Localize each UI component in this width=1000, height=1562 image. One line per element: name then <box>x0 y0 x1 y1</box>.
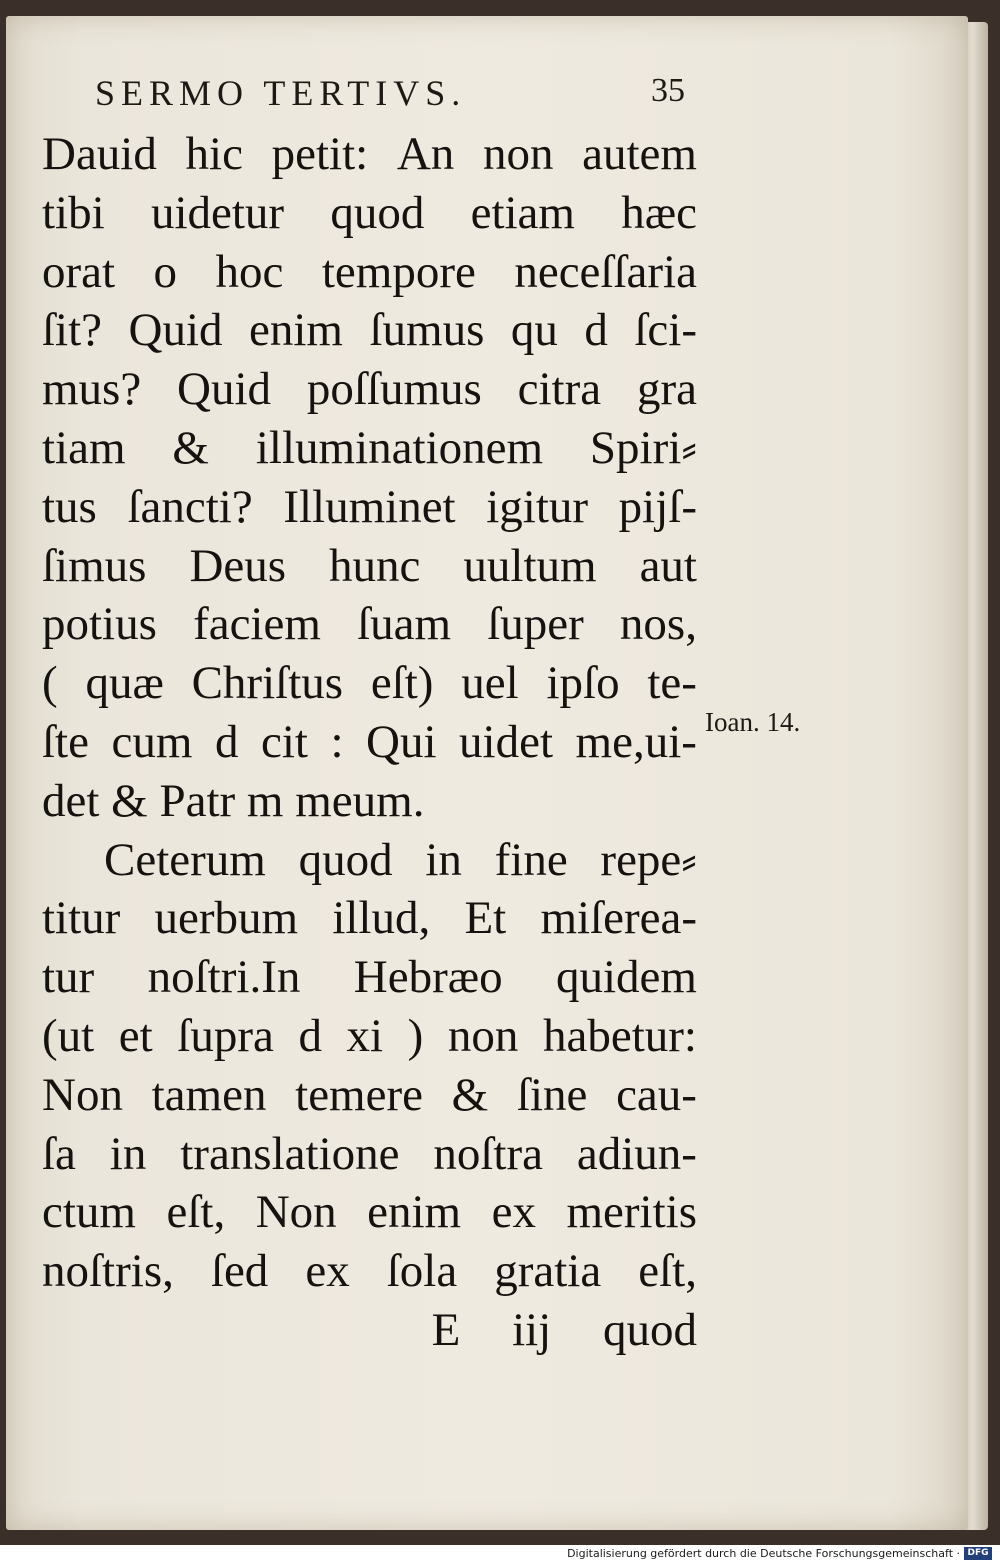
word: in <box>425 833 462 886</box>
catchword-line: E iij quod <box>431 1303 697 1356</box>
text-line <box>42 1007 697 1066</box>
word: faciem <box>193 598 321 651</box>
text-line: det & Patr m meum. <box>42 774 425 827</box>
word: tempore <box>321 245 476 298</box>
text-line <box>42 1125 697 1184</box>
word: ipſo <box>546 657 620 710</box>
word: xi <box>346 1009 384 1062</box>
text-line <box>42 831 697 890</box>
text-line <box>42 713 697 772</box>
word: in <box>109 1127 147 1180</box>
word: illuminationem <box>255 421 544 474</box>
word: te- <box>647 657 697 710</box>
word: ſit? <box>42 304 103 357</box>
word: tiam <box>42 421 126 474</box>
word: ſuper <box>487 598 584 651</box>
word: cum <box>111 715 193 768</box>
word: uidet <box>459 715 554 768</box>
word: quod <box>298 833 393 886</box>
word: ſumus <box>369 304 485 357</box>
word: petit: <box>271 128 369 180</box>
word: cit <box>260 715 308 768</box>
word: Hebræo <box>353 951 503 1004</box>
word: tamen <box>151 1068 267 1121</box>
word: noſtri.In <box>147 951 301 1004</box>
word: & <box>451 1068 489 1121</box>
text-line <box>42 360 697 419</box>
word: (ut <box>42 1009 95 1062</box>
word: Et <box>464 892 507 945</box>
word: d <box>298 1009 322 1062</box>
digitization-credit: Digitalisierung gefördert durch die Deutsche Forschungsgemeinschaft · <box>567 1547 960 1560</box>
word: ſancti? <box>127 480 253 533</box>
word: ſed <box>210 1245 269 1298</box>
word: temere <box>295 1068 423 1121</box>
word: orat <box>42 245 116 298</box>
word: uultum <box>463 539 597 592</box>
page-header <box>95 72 685 122</box>
word: ſola <box>386 1245 458 1298</box>
text-line <box>42 301 697 360</box>
word: eſt, <box>638 1245 697 1298</box>
word: An <box>396 128 455 180</box>
word: me,ui- <box>575 715 697 768</box>
word: Spiri⸗ <box>589 421 697 474</box>
text-line <box>42 654 697 713</box>
word: ex <box>305 1245 350 1298</box>
word: mus? <box>42 363 142 416</box>
text-line <box>42 478 697 537</box>
word: tus <box>42 480 97 533</box>
word: hoc <box>215 245 284 298</box>
word: tibi <box>42 186 105 239</box>
word: translatione <box>180 1127 400 1180</box>
word: non <box>482 128 554 180</box>
word: autem <box>582 128 697 180</box>
word: tur <box>42 951 95 1004</box>
word: citra <box>517 363 602 416</box>
word: gratia <box>494 1245 602 1298</box>
word: Ceterum <box>104 833 266 886</box>
word: ctum <box>42 1186 136 1239</box>
word: quod <box>330 186 425 239</box>
word: repe⸗ <box>600 833 697 886</box>
text-line <box>42 125 697 184</box>
word: hæc <box>621 186 697 239</box>
text-line <box>42 1183 697 1242</box>
word: eſt) <box>370 657 434 710</box>
word: enim <box>367 1186 462 1239</box>
word: titur <box>42 892 121 945</box>
word: Chriſtus <box>191 657 344 710</box>
word: gra <box>636 363 697 416</box>
word: ſci- <box>634 304 697 357</box>
text-line <box>42 1066 697 1125</box>
word: adiun- <box>576 1127 697 1180</box>
word: cau- <box>616 1068 697 1121</box>
dfg-logo: DFG <box>964 1547 992 1560</box>
text-line <box>42 948 697 1007</box>
text-line <box>42 419 697 478</box>
text-line <box>42 537 697 596</box>
word: d <box>584 304 608 357</box>
word: ( <box>42 657 58 710</box>
text-line <box>42 1242 697 1301</box>
word: ſte <box>42 715 89 768</box>
text-line <box>42 184 697 243</box>
word: Qui <box>366 715 437 768</box>
word: Non <box>255 1186 337 1239</box>
word: etiam <box>470 186 575 239</box>
word: eſt, <box>166 1186 226 1239</box>
word: uerbum <box>154 892 299 945</box>
word: habetur: <box>542 1009 697 1062</box>
word: noſtris, <box>42 1245 174 1298</box>
text-line <box>42 243 697 302</box>
word: uidetur <box>150 186 285 239</box>
word: ex <box>491 1186 536 1239</box>
word: igitur <box>486 480 589 533</box>
running-head: SERMO TERTIVS. <box>95 73 467 113</box>
word: qu <box>510 304 558 357</box>
word: ſuam <box>357 598 452 651</box>
word: potius <box>42 598 157 651</box>
word: Non <box>42 1068 123 1121</box>
word: ſa <box>42 1127 76 1180</box>
word: enim <box>249 304 343 357</box>
marginal-note: Ioan. 14. <box>705 707 801 737</box>
word: quæ <box>85 657 164 710</box>
text-block <box>42 125 697 1360</box>
word: aut <box>639 539 697 592</box>
word: illud, <box>332 892 431 945</box>
page-number: 35 <box>651 72 685 109</box>
word: noſtra <box>433 1127 544 1180</box>
word: : <box>330 715 344 768</box>
word: Deus <box>189 539 287 592</box>
word: o <box>153 245 178 298</box>
word: hic <box>185 128 243 180</box>
word: neceſſaria <box>514 245 697 298</box>
word: pijſ- <box>618 480 697 533</box>
word: poſſumus <box>306 363 482 416</box>
word: miſerea- <box>540 892 697 945</box>
word: ſine <box>516 1068 588 1121</box>
word: ſimus <box>42 539 147 592</box>
word: uel <box>461 657 519 710</box>
word: Dauid <box>42 128 157 180</box>
word: meritis <box>566 1186 697 1239</box>
word: fine <box>494 833 568 886</box>
word: Illuminet <box>283 480 456 533</box>
word: hunc <box>329 539 421 592</box>
word: non <box>447 1009 519 1062</box>
text-line <box>42 889 697 948</box>
word: d <box>214 715 239 768</box>
word: et <box>118 1009 153 1062</box>
word: nos, <box>619 598 697 651</box>
word: ) <box>407 1009 424 1062</box>
word: Quid <box>177 363 272 416</box>
word: ſupra <box>177 1009 274 1062</box>
word: & <box>172 421 209 474</box>
text-line <box>42 595 697 654</box>
word: Quid <box>128 304 223 357</box>
word: quidem <box>555 951 697 1004</box>
